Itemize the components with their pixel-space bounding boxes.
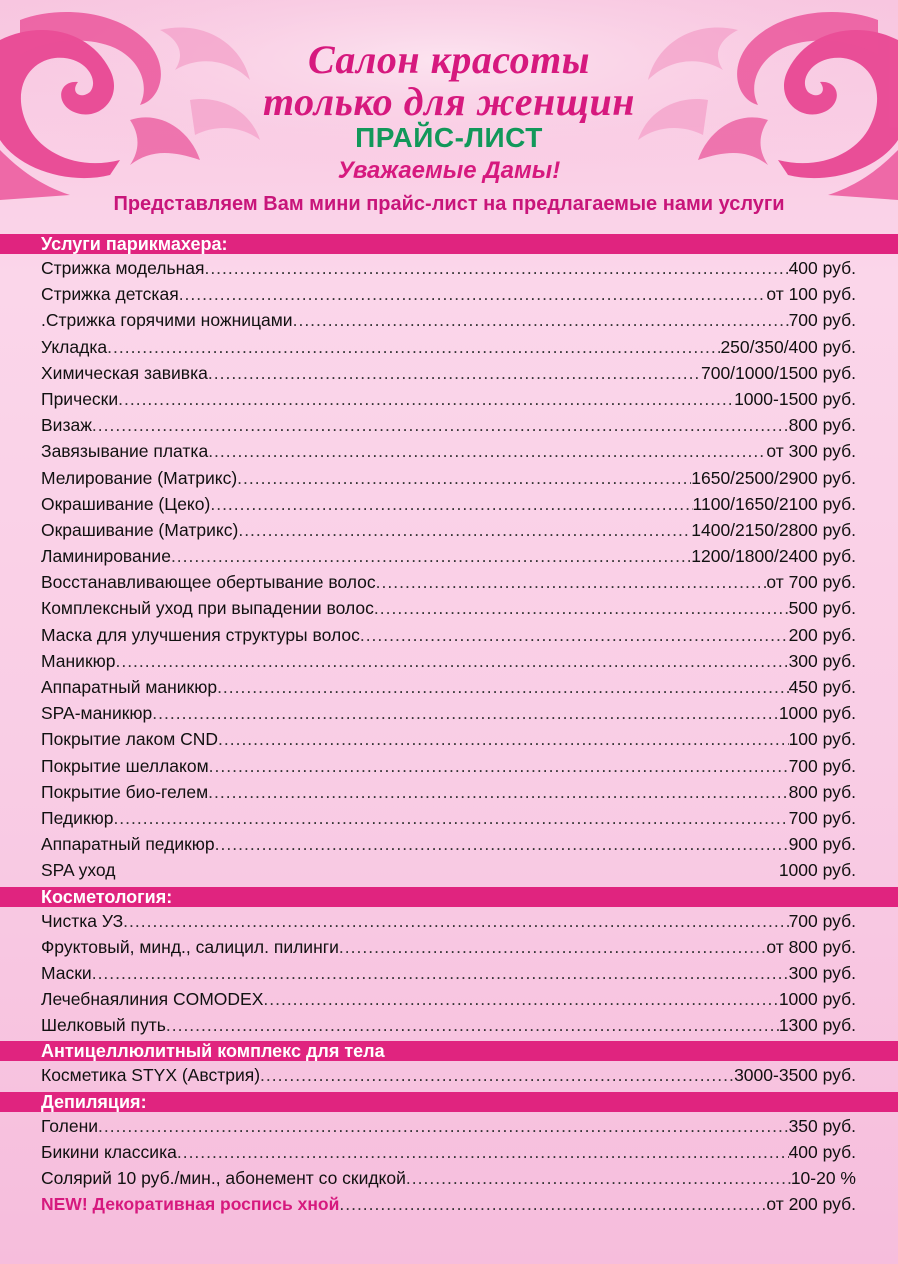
dot-leader (98, 1116, 789, 1137)
service-name: Стрижка детская (41, 284, 179, 305)
dot-leader (113, 808, 788, 829)
price-row (41, 415, 856, 441)
dot-leader (217, 677, 789, 698)
service-name: Комплексный уход при выпадении волос (41, 598, 374, 619)
dot-leader (339, 1194, 766, 1215)
dot-leader (208, 363, 701, 384)
section-header: Косметология: (0, 887, 898, 907)
price-row (41, 703, 856, 729)
price-row (41, 729, 856, 755)
service-name: Голени (41, 1115, 99, 1136)
service-name: Стрижка модельная (41, 258, 205, 278)
service-price: 700 руб. (788, 807, 856, 828)
service-price: 300 руб. (788, 962, 856, 983)
service-name: Завязывание платка (41, 441, 209, 462)
service-price: 700 руб. (788, 910, 856, 931)
service-price: 1300 руб. (778, 1015, 856, 1036)
dot-leader (260, 1065, 734, 1086)
service-price: 700 руб. (788, 310, 856, 331)
service-name: Маски (41, 962, 92, 983)
service-name: Солярий 10 руб./мин., абонемент со скидкой (41, 1168, 406, 1188)
price-row (41, 808, 856, 834)
price-row (41, 651, 856, 677)
dot-leader (208, 441, 766, 462)
dot-leader (177, 1142, 789, 1163)
section-header: Антицеллюлитный комплекс для тела (0, 1041, 898, 1061)
service-name: NEW! Декоративная роспись хной (41, 1194, 340, 1215)
service-name: Бикини классика (41, 1141, 177, 1162)
service-price: 700 руб. (788, 755, 856, 776)
service-name: Аппаратный маникюр (41, 677, 218, 697)
dot-leader (210, 494, 692, 515)
service-price: от 300 руб. (766, 441, 856, 462)
dot-leader (406, 1168, 791, 1189)
service-price: 400 руб. (788, 1141, 856, 1162)
service-price: 300 руб. (788, 650, 856, 671)
service-price: 1000 руб. (778, 989, 856, 1010)
price-row (41, 1015, 856, 1041)
dot-leader (171, 546, 691, 567)
price-row (41, 782, 856, 808)
dot-leader (179, 284, 767, 305)
dot-leader (123, 911, 788, 932)
dot-leader (339, 937, 766, 958)
service-price: 400 руб. (788, 258, 856, 278)
dot-leader (374, 598, 789, 619)
section-header: Депиляция: (0, 1092, 898, 1112)
dot-leader (215, 834, 789, 855)
service-price: 1200/1800/2400 руб. (691, 546, 856, 567)
service-name: Покрытие био-гелем (41, 781, 209, 802)
price-row (41, 1142, 856, 1168)
service-name: Прически (41, 388, 119, 409)
service-name: Укладка (41, 336, 108, 357)
service-name: Маска для улучшения структуры волос (41, 624, 360, 645)
price-row (41, 937, 856, 963)
service-price: 1000-1500 руб. (734, 388, 856, 409)
service-name: Окрашивание (Цеко) (41, 493, 211, 514)
price-row (41, 834, 856, 860)
dot-leader (118, 389, 734, 410)
dot-leader (204, 258, 788, 279)
price-row (41, 756, 856, 782)
service-name: .Стрижка горячими ножницами (41, 310, 293, 331)
dot-leader (107, 337, 720, 358)
price-row (41, 989, 856, 1015)
service-name: Чистка УЗ (41, 910, 124, 931)
service-price: 100 руб. (788, 729, 856, 750)
dot-leader (360, 625, 789, 646)
service-name: Восстанавливающее обертывание волос (41, 572, 376, 593)
service-price: 200 руб. (788, 624, 856, 645)
service-name: Шелковый путь (41, 1015, 166, 1036)
price-row (41, 860, 856, 886)
price-list-heading: ПРАЙС-ЛИСТ (355, 122, 543, 153)
service-price: 450 руб. (788, 677, 856, 697)
price-list (0, 234, 898, 1220)
price-row (41, 572, 856, 598)
price-row (41, 337, 856, 363)
service-price: от 800 руб. (766, 936, 856, 957)
service-name: Покрытие шеллаком (41, 755, 209, 776)
dot-leader (209, 756, 789, 777)
service-name: Химическая завивка (41, 362, 208, 383)
dot-leader (218, 729, 789, 750)
price-row (41, 625, 856, 651)
price-row (41, 441, 856, 467)
service-price: 1100/1650/2100 руб. (692, 493, 856, 514)
price-row (41, 1168, 856, 1194)
dot-leader (237, 468, 691, 489)
price-row (41, 389, 856, 415)
service-name: Педикюр (41, 807, 114, 828)
service-price: 700/1000/1500 руб. (700, 362, 856, 383)
price-row (41, 598, 856, 624)
service-name: Лечебнаялиния COMODEX (41, 989, 264, 1010)
section-header: Услуги парикмахера: (0, 234, 898, 254)
service-price: 1650/2500/2900 руб. (691, 467, 856, 488)
dot-leader (293, 310, 789, 331)
price-row (41, 284, 856, 310)
price-row (41, 494, 856, 520)
price-row (41, 1065, 856, 1091)
salon-title-line2: только для женщин (263, 79, 635, 124)
service-name: Маникюр (41, 650, 116, 671)
service-name: Фруктовый, минд., салицил. пилинги (41, 936, 339, 957)
dot-leader (115, 651, 788, 672)
price-row (41, 468, 856, 494)
service-price: 10-20 % (790, 1168, 856, 1188)
service-price: 3000-3500 руб. (734, 1065, 856, 1086)
price-row (41, 1194, 856, 1220)
service-price: 250/350/400 руб. (720, 336, 856, 357)
price-row (41, 677, 856, 703)
service-name: SPA-маникюр (41, 703, 153, 724)
dot-leader (92, 415, 789, 436)
service-name: Окрашивание (Матрикс) (41, 519, 239, 540)
service-name: Аппаратный педикюр (41, 834, 215, 855)
service-price: 1000 руб. (778, 860, 856, 881)
price-row (41, 963, 856, 989)
service-price: от 700 руб. (766, 572, 856, 593)
service-price: 350 руб. (788, 1115, 856, 1136)
service-price: 1400/2150/2800 руб. (691, 519, 856, 540)
service-price: от 200 руб. (766, 1194, 856, 1215)
price-row (41, 258, 856, 284)
service-name: Ламинирование (41, 546, 171, 567)
dot-leader (263, 989, 778, 1010)
service-name: Визаж (41, 415, 92, 436)
service-price: 800 руб. (788, 781, 856, 802)
service-price: 1000 руб. (778, 703, 856, 724)
service-name: Мелирование (Матрикс) (41, 467, 238, 488)
greeting: Уважаемые Дамы! (337, 157, 561, 184)
dot-leader (238, 520, 691, 541)
service-name: SPA уход (41, 860, 116, 881)
service-price: 900 руб. (788, 834, 856, 855)
service-name: Косметика STYX (Австрия) (41, 1065, 261, 1086)
dot-leader (92, 963, 789, 984)
dot-leader (376, 572, 767, 593)
service-price: 800 руб. (788, 415, 856, 436)
price-row (41, 520, 856, 546)
price-row (41, 1116, 856, 1142)
salon-title-line1: Салон красоты (307, 37, 591, 82)
dot-leader (152, 703, 779, 724)
dot-leader (166, 1015, 779, 1036)
service-price: 500 руб. (788, 598, 856, 619)
dot-leader (208, 782, 788, 803)
price-row (41, 310, 856, 336)
price-row (41, 546, 856, 572)
service-name: Покрытие лаком CND (41, 729, 218, 750)
price-row (41, 363, 856, 389)
intro-text: Представляем Вам мини прайс-лист на предлагаемые нами услуги (113, 193, 785, 215)
service-price: от 100 руб. (766, 284, 856, 305)
price-row (41, 911, 856, 937)
